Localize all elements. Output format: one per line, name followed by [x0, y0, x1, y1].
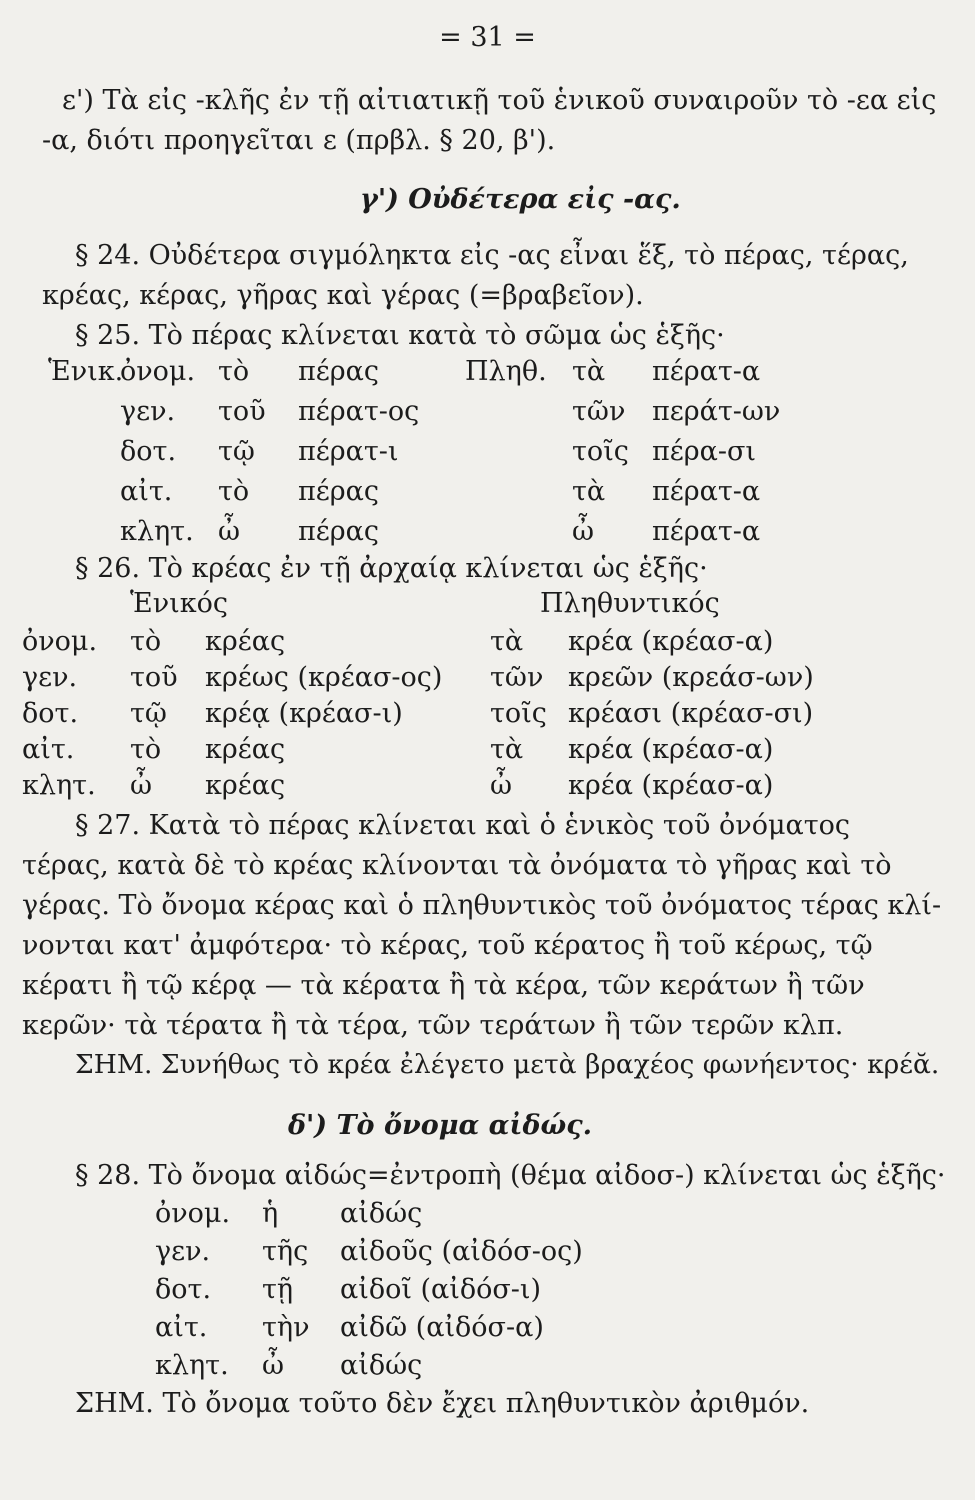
article-plural: ὦ [490, 770, 513, 801]
form-singular: πέρατ-ος [298, 396, 420, 427]
article-plural: τὰ [572, 356, 606, 387]
article-plural: ὦ [572, 516, 595, 547]
section-heading-neuters-as: γ') Οὐδέτερα εἰς -ας. [360, 184, 681, 215]
section-27-line-4: νονται κατ' ἀμφότερα· τὸ κέρας, τοῦ κέρατος ἢ τοῦ κέρως, τῷ [22, 930, 873, 961]
section-27-line-1: § 27. Κατὰ τὸ πέρας κλίνεται καὶ ὁ ἑνικὸς τοῦ ὀνόματος [75, 810, 851, 841]
case-label: γεν. [22, 662, 78, 693]
note-kreas: ΣΗΜ. Συνήθως τὸ κρέα ἐλέγετο μετὰ βραχέος φωνήεντος· κρέᾰ. [75, 1049, 940, 1080]
article-plural: τοῖς [490, 698, 547, 729]
form-plural: πέρατ-α [652, 476, 761, 507]
article-singular: τοῦ [218, 396, 266, 427]
case-label: αἰτ. [22, 734, 75, 765]
form-singular: πέρας [298, 356, 379, 387]
article: τῇ [262, 1274, 294, 1305]
form-singular: κρέας [205, 734, 286, 765]
article-singular: ὦ [130, 770, 153, 801]
form: αἰδοῖ (αἰδόσ-ι) [340, 1274, 542, 1305]
article-singular: τὸ [130, 734, 162, 765]
case-label: γεν. [155, 1236, 211, 1267]
form-plural: περάτ-ων [652, 396, 781, 427]
plural-header: Πληθυντικός [540, 588, 720, 619]
article-plural: τὰ [490, 626, 524, 657]
form-singular: κρέᾳ (κρέασ-ι) [205, 698, 403, 729]
form-plural: πέρα-σι [652, 436, 756, 467]
case-label: κλητ. [22, 770, 96, 801]
plural-label: Πληθ. [465, 356, 547, 387]
page-number: = 31 = [439, 22, 536, 53]
case-label: αἰτ. [120, 476, 173, 507]
form-singular: πέρας [298, 476, 379, 507]
form: αἰδοῦς (αἰδόσ-ος) [340, 1236, 583, 1267]
article-singular: τοῦ [130, 662, 178, 693]
singular-header: Ἑνικός [130, 588, 228, 619]
section-24-line-2: κρέας, κέρας, γῆρας καὶ γέρας (=βραβεῖον). [42, 280, 644, 311]
form: αἰδώς [340, 1198, 423, 1229]
form-plural: πέρατ-α [652, 356, 761, 387]
case-label: κλητ. [120, 516, 194, 547]
section-heading-aidos: δ') Τὸ ὄνομα αἰδώς. [288, 1110, 593, 1141]
form-singular: κρέως (κρέασ-ος) [205, 662, 443, 693]
case-label: δοτ. [22, 698, 79, 729]
article-singular: ὦ [218, 516, 241, 547]
article-plural: τὰ [490, 734, 524, 765]
form-singular: πέρατ-ι [298, 436, 399, 467]
case-label: δοτ. [155, 1274, 212, 1305]
form-plural: κρέα (κρέασ-α) [568, 626, 774, 657]
section-26-line-1: § 26. Τὸ κρέας ἐν τῇ ἀρχαίᾳ κλίνεται ὡς ἑξῆς· [75, 553, 708, 584]
section-24-line-1: § 24. Οὐδέτερα σιγμόληκτα εἰς -ας εἶναι ἕξ, τὸ πέρας, τέρας, [75, 240, 909, 271]
form-plural: κρέασι (κρέασ-σι) [568, 698, 814, 729]
section-25-line-1: § 25. Τὸ πέρας κλίνεται κατὰ τὸ σῶμα ὡς ἑξῆς· [75, 320, 725, 351]
form-singular: πέρας [298, 516, 379, 547]
form-plural: κρέα (κρέασ-α) [568, 734, 774, 765]
form: αἰδῶ (αἰδόσ-α) [340, 1312, 544, 1343]
form-plural: κρεῶν (κρεάσ-ων) [568, 662, 814, 693]
article-singular: τῷ [130, 698, 167, 729]
case-label: ὀνομ. [120, 356, 196, 387]
article-plural: τῶν [490, 662, 544, 693]
case-label: ὀνομ. [155, 1198, 231, 1229]
article: ὦ [262, 1350, 285, 1381]
article: τῆς [262, 1236, 309, 1267]
section-27-line-2: τέρας, κατὰ δὲ τὸ κρέας κλίνονται τὰ ὀνόματα τὸ γῆρας καὶ τὸ [22, 850, 892, 881]
form-plural: πέρατ-α [652, 516, 761, 547]
case-label: αἰτ. [155, 1312, 208, 1343]
case-label: γεν. [120, 396, 176, 427]
para-e-line-1: ε') Τὰ εἰς -κλῆς ἐν τῇ αἰτιατικῇ τοῦ ἑνικοῦ συναιροῦν τὸ -εα εἰς [62, 85, 937, 116]
section-28-line-1: § 28. Τὸ ὄνομα αἰδώς=ἐντροπὴ (θέμα αἰδοσ-) κλίνεται ὡς ἑξῆς· [75, 1160, 946, 1191]
article: τὴν [262, 1312, 310, 1343]
section-27-line-5: κέρατι ἢ τῷ κέρᾳ — τὰ κέρατα ἢ τὰ κέρα, τῶν κεράτων ἢ τῶν [22, 970, 865, 1001]
article: ἡ [262, 1198, 279, 1229]
article-singular: τῷ [218, 436, 255, 467]
singular-label: Ἑνικ. [48, 356, 124, 387]
form-singular: κρέας [205, 770, 286, 801]
case-label: κλητ. [155, 1350, 229, 1381]
article-singular: τὸ [130, 626, 162, 657]
form: αἰδώς [340, 1350, 423, 1381]
form-singular: κρέας [205, 626, 286, 657]
section-27-line-6: κερῶν· τὰ τέρατα ἢ τὰ τέρα, τῶν τεράτων ἢ τῶν τερῶν κλπ. [22, 1010, 844, 1041]
note-aidos: ΣΗΜ. Τὸ ὄνομα τοῦτο δὲν ἔχει πληθυντικὸν ἀριθμόν. [75, 1388, 810, 1419]
article-singular: τὸ [218, 476, 250, 507]
para-e-line-2: -α, διότι προηγεῖται ε (πρβλ. § 20, β'). [42, 125, 556, 156]
article-plural: τοῖς [572, 436, 629, 467]
form-plural: κρέα (κρέασ-α) [568, 770, 774, 801]
article-plural: τὰ [572, 476, 606, 507]
case-label: δοτ. [120, 436, 177, 467]
section-27-line-3: γέρας. Τὸ ὄνομα κέρας καὶ ὁ πληθυντικὸς τοῦ ὀνόματος τέρας κλί- [22, 890, 942, 921]
case-label: ὀνομ. [22, 626, 98, 657]
article-singular: τὸ [218, 356, 250, 387]
article-plural: τῶν [572, 396, 626, 427]
